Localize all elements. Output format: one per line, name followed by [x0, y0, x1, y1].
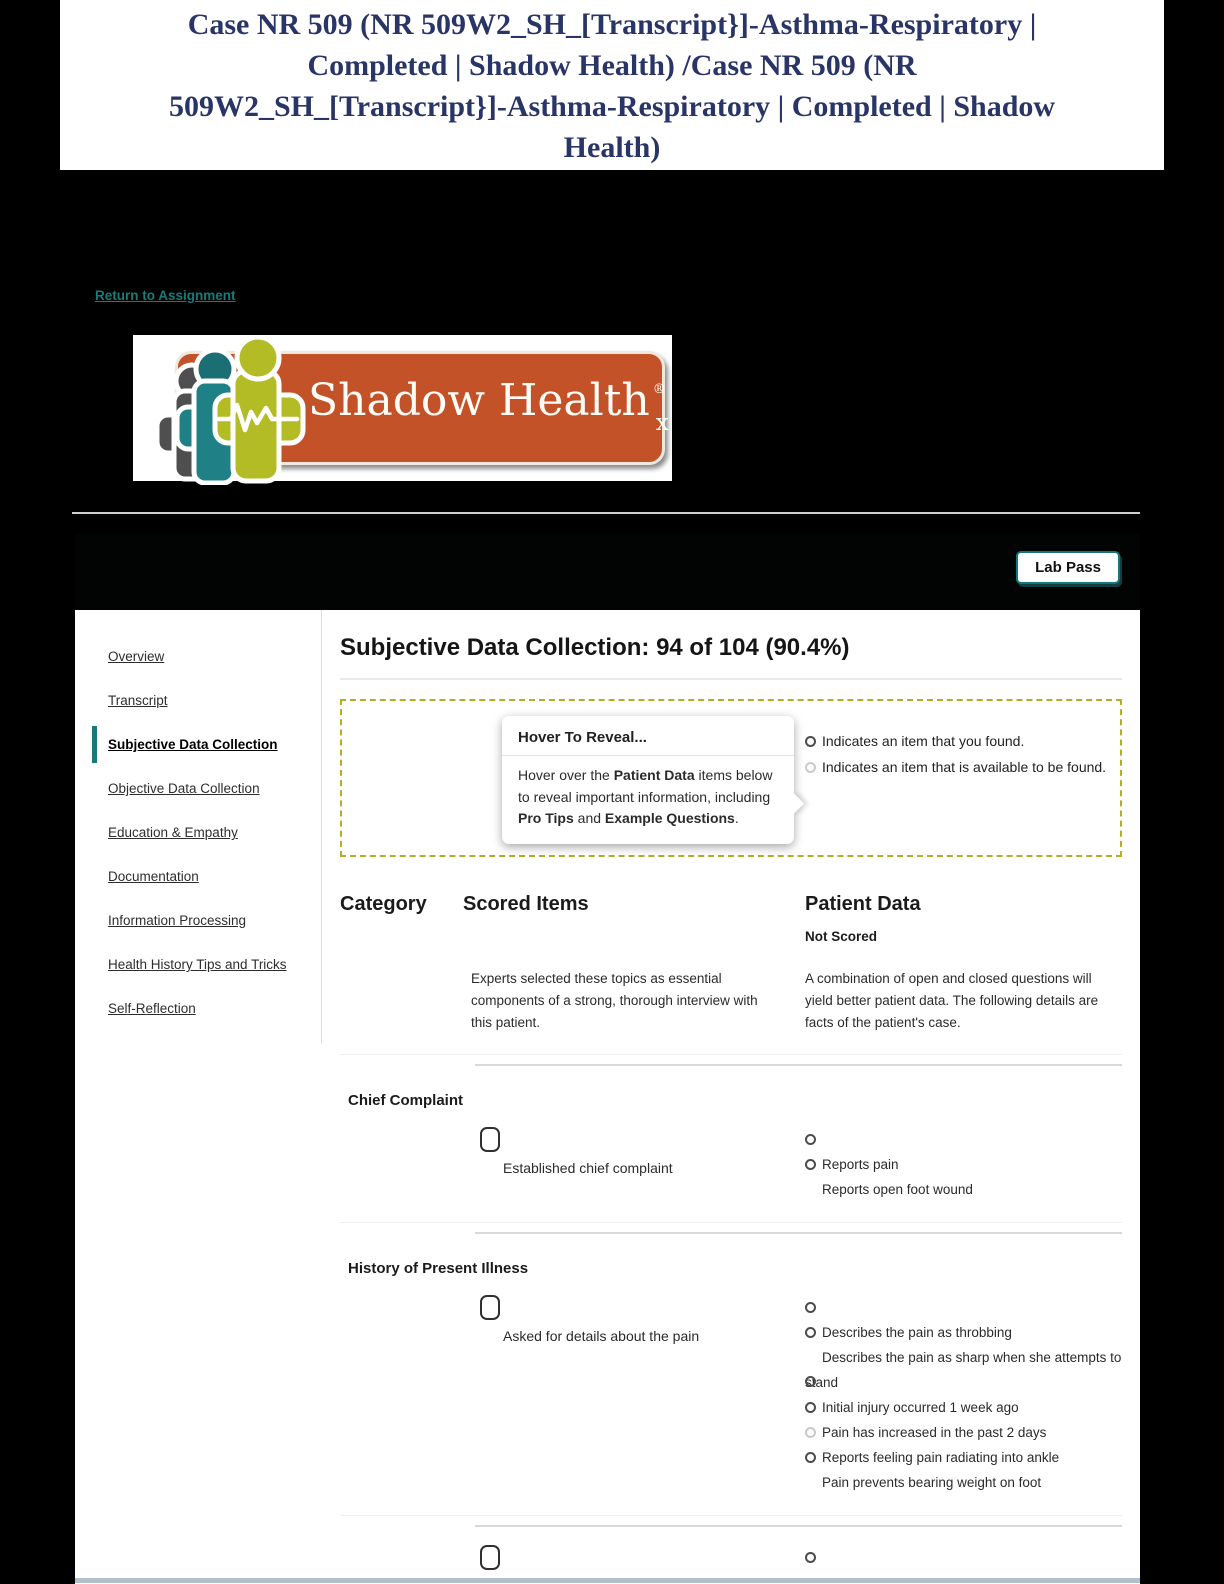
- patient-data-item: Reports feeling pain radiating into ankle: [805, 1445, 1122, 1470]
- rx-subscript: x: [655, 410, 669, 436]
- found-indicator-icon: [805, 1452, 816, 1463]
- category-heading: Category: [340, 893, 427, 915]
- available-indicator-icon: [805, 762, 816, 773]
- patient-data-item: Initial injury occurred 1 week ago: [805, 1395, 1122, 1420]
- available-indicator-icon: [805, 1427, 816, 1438]
- category-sections: [340, 1054, 1122, 1570]
- app-header-bar: [75, 534, 1140, 610]
- scored-item-checkbox[interactable]: [480, 1295, 500, 1320]
- sidebar-item-transcript[interactable]: Transcript: [108, 693, 168, 708]
- scored-item-checkbox[interactable]: [480, 1127, 500, 1152]
- patient-data-cell: [805, 1545, 1122, 1570]
- logo-name: Shadow Health: [308, 375, 650, 426]
- registered-mark: ®: [652, 382, 666, 397]
- logo-people-icon: [137, 335, 327, 485]
- scored-items-cell: [340, 1295, 805, 1495]
- patient-data-item: Reports open foot wound: [822, 1182, 973, 1197]
- section-divider: [475, 1525, 1122, 1527]
- scored-item-label: Asked for details about the pain: [503, 1328, 700, 1344]
- shadow-health-logo: [133, 335, 672, 481]
- patient-data-item: Reports pain: [805, 1152, 1122, 1177]
- bottom-scroll-strip[interactable]: [75, 1578, 1140, 1583]
- scored-item-label: Established chief complaint: [503, 1160, 673, 1176]
- section-divider: [475, 1064, 1122, 1066]
- content-panel: [75, 610, 1140, 1584]
- sidebar-item-documentation[interactable]: Documentation: [108, 869, 199, 884]
- patient-data-heading: Patient Data: [805, 893, 921, 915]
- patient-data-description: A combination of open and closed questions will yield better patient data. The following details are facts of the patient's case.: [805, 971, 1099, 1030]
- patient-data-item: Pain has increased in the past 2 days: [805, 1420, 1122, 1445]
- tooltip-body: [502, 756, 794, 844]
- main-column: [340, 610, 1122, 1570]
- scored-item-checkbox[interactable]: [480, 1545, 500, 1570]
- section-divider: [340, 1222, 1122, 1223]
- scored-items-cell: [340, 1545, 805, 1570]
- lab-pass-button[interactable]: Lab Pass: [1016, 551, 1120, 584]
- column-headings: [340, 893, 1122, 1034]
- patient-data-item: [805, 1545, 1122, 1570]
- tooltip-text-segment: .: [734, 810, 739, 826]
- hover-tooltip-card: [502, 716, 794, 844]
- sidebar-item-self-reflection[interactable]: Self-Reflection: [108, 1001, 196, 1016]
- section-row: [340, 1295, 1122, 1495]
- section-row: [340, 1545, 1122, 1570]
- found-indicator-icon: [805, 736, 816, 747]
- scored-items-cell: [340, 1127, 805, 1202]
- return-to-assignment-link[interactable]: Return to Assignment: [95, 288, 236, 303]
- found-indicator-icon: [805, 1402, 816, 1413]
- title-box: [60, 0, 1164, 170]
- section-divider: [475, 1232, 1122, 1234]
- section-divider: [340, 1054, 1122, 1055]
- logo-wordmark: [308, 375, 679, 436]
- tooltip-text-segment: items below to reveal important information, including: [518, 767, 773, 805]
- found-indicator-icon: [805, 1376, 816, 1387]
- patient-data-item: Pain prevents bearing weight on foot: [822, 1475, 1042, 1490]
- section-title: History of Present Illness: [348, 1260, 529, 1277]
- sidebar-item-objective-data-collection[interactable]: Objective Data Collection: [108, 781, 260, 796]
- tooltip-text-segment: Pro Tips: [518, 810, 574, 826]
- tooltip-text-segment: and: [573, 810, 605, 826]
- sidebar: [75, 610, 322, 1044]
- page-title: Case NR 509 (NR 509W2_SH_[Transcript}]-Asthma-Respiratory | Completed | Shadow Health) /Case NR 509 (NR 509W2_SH_[Transcript}]-Asthma-Respiratory | Completed | Shadow Health): [168, 8, 1056, 164]
- tooltip-text-segment: Hover over the: [518, 767, 614, 783]
- tooltip-text-segment: Example Questions: [604, 810, 735, 826]
- scored-items-description: Experts selected these topics as essential components of a strong, thorough interview with this patient.: [471, 971, 758, 1030]
- scored-items-heading: Scored Items: [463, 893, 589, 915]
- found-indicator-icon: [805, 1552, 816, 1563]
- patient-data-item: [805, 1295, 1122, 1320]
- section-title: Chief Complaint: [348, 1092, 463, 1109]
- found-indicator-icon: [805, 1327, 816, 1338]
- sidebar-item-health-history-tips-and-tricks[interactable]: Health History Tips and Tricks: [108, 957, 287, 972]
- tooltip-text-segment: Patient Data: [613, 767, 695, 783]
- score-heading: Subjective Data Collection: 94 of 104 (90.4%): [340, 634, 850, 661]
- hover-reveal-box: [340, 699, 1122, 857]
- indicator-legend: [805, 729, 1113, 781]
- patient-data-cell: [805, 1127, 1122, 1202]
- horizontal-rule: [72, 512, 1140, 514]
- not-scored-label: Not Scored: [805, 929, 878, 944]
- tooltip-title: Hover To Reveal...: [518, 729, 647, 746]
- patient-data-item: Describes the pain as throbbing: [805, 1320, 1122, 1345]
- legend-item: Indicates an item that you found.: [805, 729, 1113, 753]
- patient-data-item: [805, 1127, 1122, 1152]
- sidebar-item-overview[interactable]: Overview: [108, 649, 165, 664]
- patient-data-item: Describes the pain as sharp when she attempts to stand: [805, 1350, 1122, 1390]
- found-indicator-icon: [805, 1159, 816, 1170]
- sidebar-item-education-empathy[interactable]: Education & Empathy: [108, 825, 238, 840]
- sidebar-item-subjective-data-collection[interactable]: Subjective Data Collection: [108, 737, 278, 752]
- found-indicator-icon: [805, 1302, 816, 1313]
- patient-data-cell: [805, 1295, 1122, 1495]
- legend-item: Indicates an item that is available to be found.: [805, 755, 1113, 779]
- found-indicator-icon: [805, 1134, 816, 1145]
- section-row: [340, 1127, 1122, 1202]
- heading-divider: [340, 678, 1122, 680]
- section-divider: [340, 1515, 1122, 1516]
- sidebar-item-information-processing[interactable]: Information Processing: [108, 913, 247, 928]
